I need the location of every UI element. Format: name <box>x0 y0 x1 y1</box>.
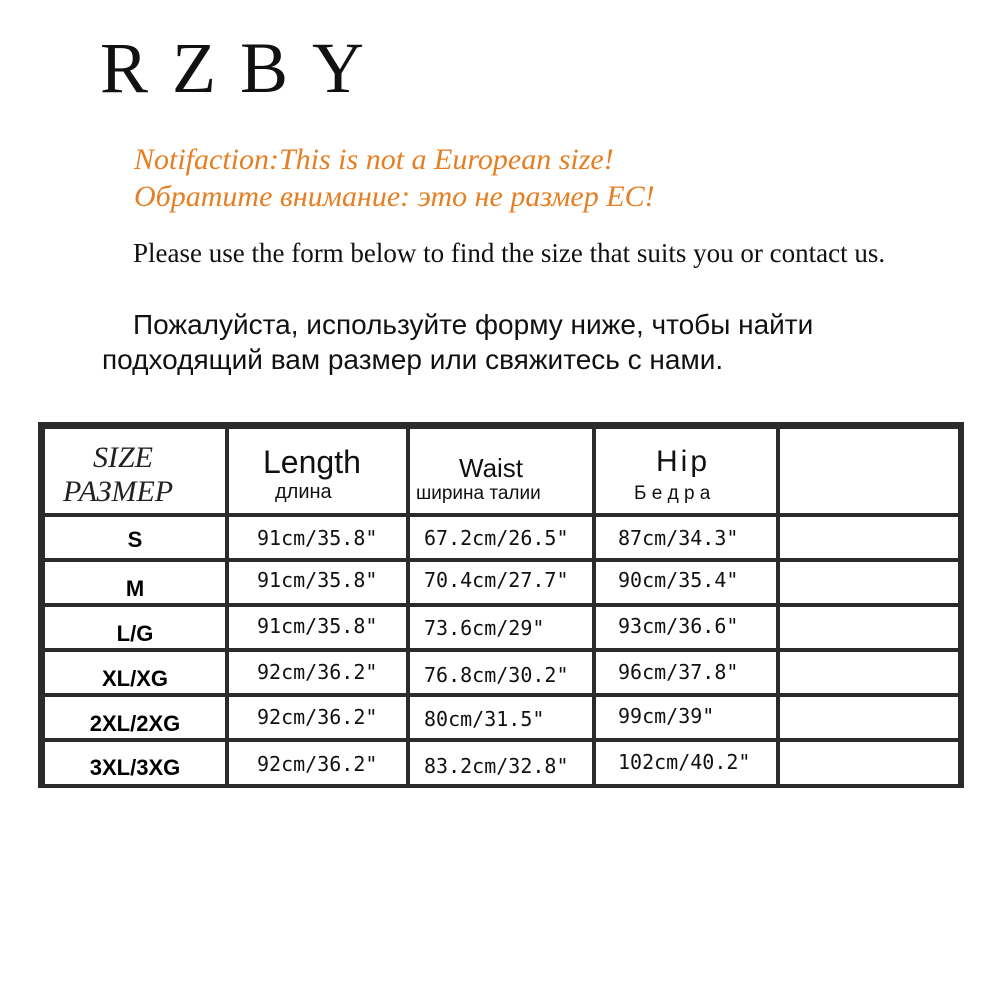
notice-english: Notifaction:This is not a European size! <box>134 143 614 176</box>
row-s-length: 91cm/35.8" <box>229 517 406 558</box>
header-length-en: Length <box>263 444 361 480</box>
row-l-length: 91cm/35.8" <box>229 607 406 648</box>
instructions-english: Please use the form below to find the size that suits you or contact us. <box>133 238 886 268</box>
row-2xl-hip: 99cm/39" <box>596 697 776 738</box>
brand-logo: RZBY <box>100 28 389 108</box>
row-l-extra <box>780 607 958 648</box>
size-chart-table <box>38 422 964 788</box>
header-extra <box>780 429 958 513</box>
notice-russian: Обратите внимание: это не размер ЕС! <box>134 180 655 213</box>
header-length-ru: длина <box>275 481 332 503</box>
header-hip-ru: Б е д р а <box>634 483 711 504</box>
header-size-ru: РАЗМЕР <box>63 475 174 508</box>
row-2xl-length: 92cm/36.2" <box>229 697 406 738</box>
row-l-size: L/G <box>45 607 225 648</box>
row-m-waist: 70.4cm/27.7" <box>410 562 592 603</box>
instructions-russian: Пожалуйста, используйте форму ниже, чтобы найти подходящий вам размер или свяжитесь с нами. <box>102 309 814 375</box>
header-hip-en: Hip <box>656 445 711 478</box>
row-3xl-size: 3XL/3XG <box>45 742 225 784</box>
row-xl-length: 92cm/36.2" <box>229 652 406 693</box>
row-l-waist: 73.6cm/29" <box>410 607 592 648</box>
row-xl-extra <box>780 652 958 693</box>
row-3xl-hip: 102cm/40.2" <box>596 742 776 784</box>
header-waist-ru: ширина талии <box>416 483 541 504</box>
row-s-extra <box>780 517 958 558</box>
row-2xl-waist: 80cm/31.5" <box>410 697 592 738</box>
row-m-hip: 90cm/35.4" <box>596 562 776 603</box>
row-3xl-extra <box>780 742 958 784</box>
header-length <box>229 429 406 513</box>
row-xl-hip: 96cm/37.8" <box>596 652 776 693</box>
row-3xl-length: 92cm/36.2" <box>229 742 406 784</box>
row-3xl-waist: 83.2cm/32.8" <box>410 742 592 784</box>
row-s-size: S <box>45 517 225 558</box>
row-2xl-extra <box>780 697 958 738</box>
row-m-length: 91cm/35.8" <box>229 562 406 603</box>
row-2xl-size: 2XL/2XG <box>45 697 225 738</box>
row-l-hip: 93cm/36.6" <box>596 607 776 648</box>
row-s-hip: 87cm/34.3" <box>596 517 776 558</box>
header-size-en: SIZE <box>93 441 153 474</box>
header-waist <box>410 429 592 513</box>
row-xl-size: XL/XG <box>45 652 225 693</box>
header-hip <box>596 429 776 513</box>
header-waist-en: Waist <box>459 453 524 483</box>
row-m-extra <box>780 562 958 603</box>
row-s-waist: 67.2cm/26.5" <box>410 517 592 558</box>
row-m-size: M <box>45 562 225 603</box>
header-size <box>45 429 225 513</box>
row-xl-waist: 76.8cm/30.2" <box>410 652 592 693</box>
